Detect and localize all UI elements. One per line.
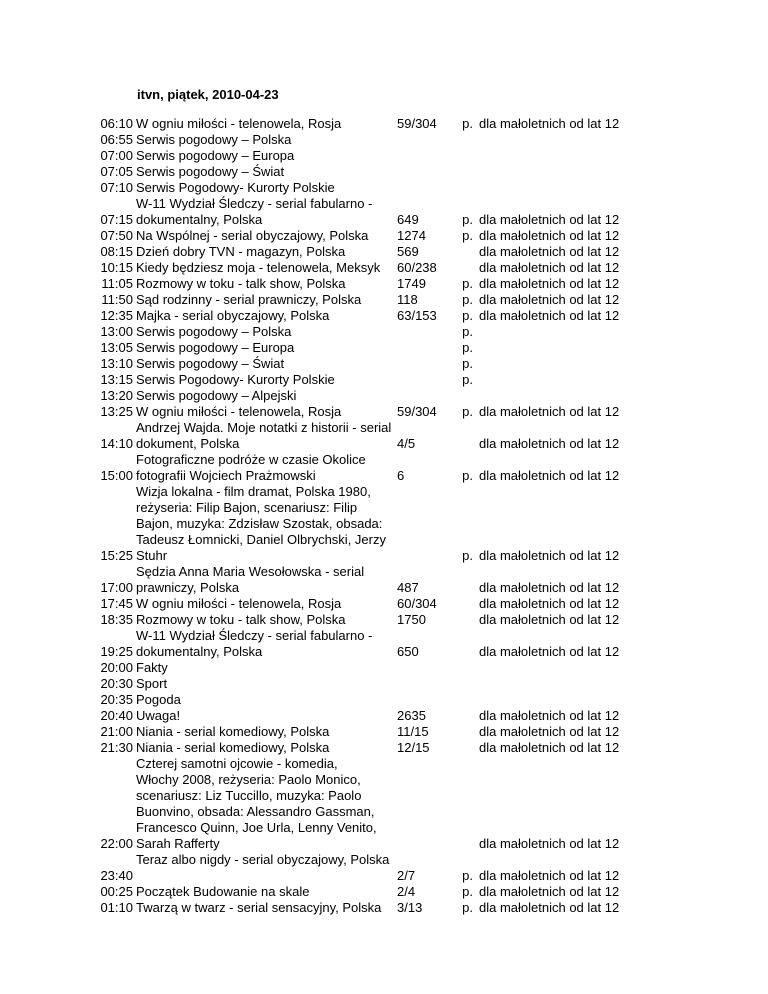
schedule-row — [0, 452, 768, 484]
program-title-line: Pogoda — [136, 692, 181, 707]
program-title-line: Serwis pogodowy – Świat — [136, 356, 285, 371]
program-title-line: Sędzia Anna Maria Wesołowska - serial — [136, 564, 365, 579]
schedule-row — [0, 388, 768, 404]
program-title — [135, 612, 397, 628]
premiere-marker: p. — [462, 884, 473, 899]
schedule-row — [0, 324, 768, 340]
age-rating: dla małoletnich od lat 12 — [479, 708, 620, 723]
age-rating — [479, 180, 768, 196]
schedule-row — [0, 420, 768, 452]
broadcast-time: 20:35 — [100, 692, 133, 707]
program-title — [135, 596, 397, 612]
schedule-row — [0, 564, 768, 596]
premiere-marker — [449, 132, 479, 148]
program-title-line: Stuhr — [136, 548, 168, 563]
program-title — [135, 452, 397, 484]
program-title-line: Buonvino, obsada: Alessandro Gassman, — [136, 804, 375, 819]
program-title — [135, 660, 397, 676]
episode-number: 12/15 — [397, 740, 430, 755]
episode-number — [397, 484, 449, 564]
age-rating: dla małoletnich od lat 12 — [479, 644, 620, 659]
schedule-row — [0, 132, 768, 148]
schedule-row — [0, 484, 768, 564]
age-rating — [479, 388, 768, 404]
program-title — [135, 372, 397, 388]
program-title — [135, 228, 397, 244]
program-title-line: Na Wspólnej - serial obyczajowy, Polska — [136, 228, 369, 243]
schedule-row — [0, 372, 768, 388]
premiere-marker — [449, 612, 479, 628]
broadcast-time: 20:40 — [100, 708, 133, 723]
episode-number — [397, 756, 449, 852]
program-title — [135, 308, 397, 324]
age-rating: dla małoletnich od lat 12 — [479, 292, 620, 307]
premiere-marker — [449, 676, 479, 692]
program-title-line: W ogniu miłości - telenowela, Rosja — [136, 116, 342, 131]
age-rating — [479, 148, 768, 164]
program-title-line: Serwis pogodowy – Alpejski — [136, 388, 297, 403]
schedule-row — [0, 276, 768, 292]
age-rating — [479, 324, 768, 340]
program-title-line: Niania - serial komediowy, Polska — [136, 724, 330, 739]
program-title-line: Sarah Rafferty — [136, 836, 220, 851]
episode-number: 569 — [397, 244, 419, 259]
episode-number: 1750 — [397, 612, 426, 627]
broadcast-time: 18:35 — [100, 612, 133, 627]
age-rating: dla małoletnich od lat 12 — [479, 436, 620, 451]
program-title — [135, 196, 397, 228]
program-title-line: Fotograficzne podróże w czasie Okolice — [136, 452, 366, 467]
premiere-marker: p. — [462, 116, 473, 131]
age-rating — [479, 692, 768, 708]
program-title-line: Serwis pogodowy – Polska — [136, 132, 292, 147]
schedule-row — [0, 244, 768, 260]
premiere-marker — [449, 420, 479, 452]
program-title — [135, 324, 397, 340]
program-title — [135, 340, 397, 356]
schedule-row — [0, 756, 768, 852]
program-title-line: Niania - serial komediowy, Polska — [136, 740, 330, 755]
age-rating: dla małoletnich od lat 12 — [479, 612, 620, 627]
premiere-marker — [449, 164, 479, 180]
program-title-line: Majka - serial obyczajowy, Polska — [136, 308, 330, 323]
premiere-marker: p. — [462, 228, 473, 243]
broadcast-time: 14:10 — [100, 436, 133, 451]
premiere-marker: p. — [462, 356, 473, 371]
schedule-row — [0, 596, 768, 612]
program-title — [135, 852, 397, 884]
broadcast-time: 13:20 — [100, 388, 133, 403]
premiere-marker — [449, 596, 479, 612]
program-title-line: Twarzą w twarz - serial sensacyjny, Polska — [136, 900, 382, 915]
premiere-marker — [449, 628, 479, 660]
episode-number — [397, 164, 449, 180]
episode-number — [397, 692, 449, 708]
premiere-marker: p. — [462, 292, 473, 307]
age-rating — [479, 164, 768, 180]
program-title-line: Andrzej Wajda. Moje notatki z historii - serial — [136, 420, 392, 435]
program-title-line: Serwis pogodowy – Świat — [136, 164, 285, 179]
broadcast-time: 13:00 — [100, 324, 133, 339]
broadcast-time: 11:05 — [101, 276, 133, 291]
premiere-marker: p. — [462, 548, 473, 563]
broadcast-time: 13:25 — [100, 404, 133, 419]
schedule-row — [0, 708, 768, 724]
age-rating: dla małoletnich od lat 12 — [479, 836, 620, 851]
broadcast-time: 15:00 — [100, 468, 133, 483]
program-title — [135, 484, 397, 564]
schedule-row — [0, 900, 768, 916]
program-title — [135, 116, 397, 132]
schedule-row — [0, 740, 768, 756]
premiere-marker — [449, 692, 479, 708]
program-title-line: Fakty — [136, 660, 168, 675]
schedule-row — [0, 884, 768, 900]
broadcast-time: 08:15 — [100, 244, 133, 259]
program-title-line: Serwis pogodowy – Europa — [136, 340, 295, 355]
age-rating — [479, 356, 768, 372]
program-title — [135, 628, 397, 660]
premiere-marker: p. — [462, 404, 473, 419]
program-title-line: Początek Budowanie na skale — [136, 884, 310, 899]
program-title — [135, 708, 397, 724]
broadcast-time: 15:25 — [100, 548, 133, 563]
schedule-row — [0, 148, 768, 164]
broadcast-time: 13:05 — [100, 340, 133, 355]
age-rating: dla małoletnich od lat 12 — [479, 548, 620, 563]
program-title-line: W ogniu miłości - telenowela, Rosja — [136, 596, 342, 611]
program-title — [135, 164, 397, 180]
schedule-row — [0, 628, 768, 660]
program-title-line: Sąd rodzinny - serial prawniczy, Polska — [136, 292, 362, 307]
premiere-marker: p. — [462, 468, 473, 483]
program-title — [135, 404, 397, 420]
episode-number: 59/304 — [397, 116, 437, 131]
program-title — [135, 276, 397, 292]
episode-number: 11/15 — [397, 724, 429, 739]
age-rating: dla małoletnich od lat 12 — [479, 308, 620, 323]
broadcast-time: 01:10 — [100, 900, 133, 915]
program-title — [135, 292, 397, 308]
program-title — [135, 900, 397, 916]
schedule-row — [0, 228, 768, 244]
broadcast-time: 13:10 — [100, 356, 133, 371]
episode-number: 2/4 — [397, 884, 416, 899]
age-rating: dla małoletnich od lat 12 — [479, 276, 620, 291]
broadcast-time: 07:00 — [100, 148, 133, 163]
episode-number — [397, 340, 449, 356]
age-rating: dla małoletnich od lat 12 — [479, 580, 620, 595]
schedule-row — [0, 660, 768, 676]
program-title — [135, 260, 397, 276]
program-title-line: Serwis pogodowy – Polska — [136, 324, 292, 339]
premiere-marker — [449, 660, 479, 676]
episode-number — [397, 148, 449, 164]
broadcast-time: 00:25 — [100, 884, 133, 899]
program-title-line: Dzień dobry TVN - magazyn, Polska — [136, 244, 346, 259]
broadcast-time: 21:00 — [100, 724, 133, 739]
premiere-marker — [449, 180, 479, 196]
schedule-row — [0, 164, 768, 180]
broadcast-time: 13:15 — [100, 372, 133, 387]
program-title-line — [136, 868, 397, 884]
premiere-marker — [449, 564, 479, 596]
episode-number: 1749 — [397, 276, 426, 291]
age-rating: dla małoletnich od lat 12 — [479, 228, 620, 243]
premiere-marker — [449, 148, 479, 164]
broadcast-time: 21:30 — [100, 740, 133, 755]
premiere-marker — [449, 724, 479, 740]
program-title — [135, 356, 397, 372]
episode-number: 60/238 — [397, 260, 437, 275]
program-title-line: W-11 Wydział Śledczy - serial fabularno - — [136, 196, 373, 211]
age-rating: dla małoletnich od lat 12 — [479, 884, 620, 899]
broadcast-time: 20:00 — [100, 660, 133, 675]
schedule-row — [0, 724, 768, 740]
broadcast-time: 07:50 — [100, 228, 133, 243]
premiere-marker: p. — [462, 324, 473, 339]
premiere-marker — [449, 708, 479, 724]
age-rating: dla małoletnich od lat 12 — [479, 260, 620, 275]
schedule-row — [0, 676, 768, 692]
age-rating: dla małoletnich od lat 12 — [479, 404, 620, 419]
program-title — [135, 388, 397, 404]
program-title-line: scenariusz: Liz Tuccillo, muzyka: Paolo — [136, 788, 362, 803]
episode-number: 1274 — [397, 228, 426, 243]
program-title-line: Czterej samotni ojcowie - komedia, — [136, 756, 338, 771]
episode-number — [397, 388, 449, 404]
program-title-line: W-11 Wydział Śledczy - serial fabularno - — [136, 628, 373, 643]
program-title-line: Rozmowy w toku - talk show, Polska — [136, 612, 346, 627]
premiere-marker — [449, 740, 479, 756]
broadcast-time: 10:15 — [100, 260, 133, 275]
program-title-line: Serwis pogodowy – Europa — [136, 148, 295, 163]
age-rating: dla małoletnich od lat 12 — [479, 212, 620, 227]
schedule-row — [0, 180, 768, 196]
age-rating: dla małoletnich od lat 12 — [479, 724, 620, 739]
broadcast-time: 11:50 — [101, 292, 133, 307]
age-rating — [479, 340, 768, 356]
program-title — [135, 756, 397, 852]
program-title-line: Francesco Quinn, Joe Urla, Lenny Venito, — [136, 820, 377, 835]
program-title-line: Serwis Pogodowy- Kurorty Polskie — [136, 180, 335, 195]
broadcast-time: 06:55 — [100, 132, 133, 147]
program-title-line: Sport — [136, 676, 168, 691]
schedule-row — [0, 340, 768, 356]
schedule-row — [0, 196, 768, 228]
program-title-line: Wizja lokalna - film dramat, Polska 1980, — [136, 484, 371, 499]
broadcast-time: 07:10 — [100, 180, 133, 195]
episode-number: 487 — [397, 580, 419, 595]
program-title-line: reżyseria: Filip Bajon, scenariusz: Filip — [136, 500, 358, 515]
age-rating — [479, 676, 768, 692]
program-title — [135, 180, 397, 196]
program-title-line: Rozmowy w toku - talk show, Polska — [136, 276, 346, 291]
premiere-marker — [449, 244, 479, 260]
age-rating: dla małoletnich od lat 12 — [479, 868, 620, 883]
schedule-row — [0, 116, 768, 132]
premiere-marker: p. — [462, 276, 473, 291]
episode-number: 59/304 — [397, 404, 437, 419]
schedule-row — [0, 308, 768, 324]
program-title — [135, 420, 397, 452]
program-title-line: Tadeusz Łomnicki, Daniel Olbrychski, Jerzy — [136, 532, 386, 547]
episode-number: 650 — [397, 644, 419, 659]
broadcast-time: 19:25 — [100, 644, 133, 659]
episode-number — [397, 372, 449, 388]
episode-number — [397, 356, 449, 372]
episode-number: 2/7 — [397, 868, 416, 883]
episode-number — [397, 180, 449, 196]
program-title — [135, 740, 397, 756]
program-title-line: W ogniu miłości - telenowela, Rosja — [136, 404, 342, 419]
broadcast-time: 23:40 — [100, 868, 133, 883]
program-title-line: Serwis Pogodowy- Kurorty Polskie — [136, 372, 335, 387]
premiere-marker: p. — [462, 372, 473, 387]
age-rating: dla małoletnich od lat 12 — [479, 740, 620, 755]
program-title — [135, 676, 397, 692]
program-title — [135, 564, 397, 596]
premiere-marker: p. — [462, 340, 473, 355]
episode-number — [397, 660, 449, 676]
premiere-marker: p. — [462, 868, 473, 883]
episode-number: 4/5 — [397, 436, 416, 451]
age-rating — [479, 132, 768, 148]
premiere-marker: p. — [462, 308, 473, 323]
episode-number: 63/153 — [397, 308, 437, 323]
broadcast-time: 07:15 — [100, 212, 133, 227]
program-title-line: Uwaga! — [136, 708, 181, 723]
episode-number — [397, 324, 449, 340]
broadcast-time: 07:05 — [100, 164, 133, 179]
age-rating: dla małoletnich od lat 12 — [479, 900, 620, 915]
schedule-row — [0, 292, 768, 308]
age-rating — [479, 372, 768, 388]
program-title — [135, 244, 397, 260]
program-title-line: Kiedy będziesz moja - telenowela, Meksyk — [136, 260, 381, 275]
schedule-row — [0, 692, 768, 708]
premiere-marker: p. — [462, 212, 473, 227]
broadcast-time: 17:45 — [100, 596, 133, 611]
program-title — [135, 148, 397, 164]
episode-number: 60/304 — [397, 596, 437, 611]
premiere-marker — [449, 756, 479, 852]
schedule-row — [0, 260, 768, 276]
page-title: itvn, piątek, 2010-04-23 — [137, 87, 279, 102]
broadcast-time: 22:00 — [100, 836, 133, 851]
program-title-line: Włochy 2008, reżyseria: Paolo Monico, — [136, 772, 361, 787]
premiere-marker — [449, 388, 479, 404]
schedule-row — [0, 404, 768, 420]
schedule-rows — [0, 116, 768, 916]
premiere-marker: p. — [462, 900, 473, 915]
episode-number — [397, 676, 449, 692]
schedule-row — [0, 356, 768, 372]
episode-number: 3/13 — [397, 900, 423, 915]
program-title — [135, 132, 397, 148]
episode-number: 2635 — [397, 708, 426, 723]
program-title-line: Teraz albo nigdy - serial obyczajowy, Polska — [136, 852, 390, 867]
premiere-marker — [449, 260, 479, 276]
age-rating — [479, 660, 768, 676]
broadcast-time: 17:00 — [100, 580, 133, 595]
episode-number: 649 — [397, 212, 419, 227]
program-title — [135, 884, 397, 900]
schedule-row — [0, 852, 768, 884]
program-title-line: dokumentalny, Polska — [136, 644, 263, 659]
episode-number — [397, 132, 449, 148]
episode-number: 6 — [397, 468, 405, 483]
program-title-line: Bajon, muzyka: Zdzisław Szostak, obsada: — [136, 516, 383, 531]
program-title — [135, 724, 397, 740]
age-rating: dla małoletnich od lat 12 — [479, 244, 620, 259]
age-rating: dla małoletnich od lat 12 — [479, 468, 620, 483]
age-rating: dla małoletnich od lat 12 — [479, 116, 620, 131]
schedule-row — [0, 612, 768, 628]
program-title — [135, 692, 397, 708]
broadcast-time: 06:10 — [100, 116, 133, 131]
program-title-line: fotografii Wojciech Prażmowski — [136, 468, 316, 483]
broadcast-time: 12:35 — [100, 308, 133, 323]
episode-number: 118 — [397, 292, 418, 307]
schedule-table — [0, 116, 768, 916]
age-rating: dla małoletnich od lat 12 — [479, 596, 620, 611]
broadcast-time: 20:30 — [100, 676, 133, 691]
program-title-line: dokument, Polska — [136, 436, 240, 451]
program-title-line: prawniczy, Polska — [136, 580, 240, 595]
program-title-line: dokumentalny, Polska — [136, 212, 263, 227]
